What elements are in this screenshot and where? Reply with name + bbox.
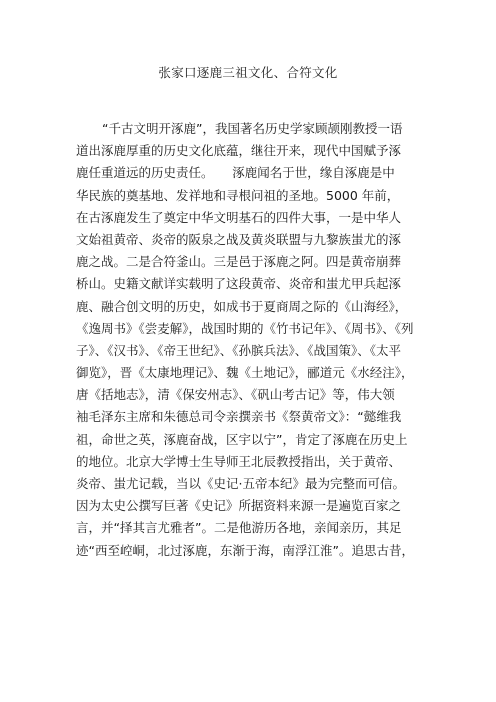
body-line: 华民族的奠基地、发祥地和寻根问祖的圣地。5000 年前， bbox=[76, 187, 400, 203]
body-line: 桥山。史籍文献详实载明了这段黄帝、炎帝和蚩尤甲兵起涿 bbox=[76, 276, 402, 292]
body-line: 道出涿鹿厚重的历史文化底蕴，继往开来，现代中国赋予涿 bbox=[76, 143, 402, 159]
body-line: 文始祖黄帝、炎帝的阪泉之战及黄炎联盟与九黎族蚩尤的涿 bbox=[76, 231, 402, 247]
body-line: 鹿、融合创文明的历史，如成书于夏商周之际的《山海经》， bbox=[76, 298, 408, 314]
body-line: 在古涿鹿发生了奠定中华文明基石的四件大事，一是中华人 bbox=[76, 209, 402, 225]
body-line: 的地位。北京大学博士生导师王北辰教授指出，关于黄帝、 bbox=[76, 453, 402, 469]
document-body bbox=[76, 118, 422, 562]
body-line: 子》、《汉书》、《帝王世纪》、《孙膑兵法》、《战国策》、《太平 bbox=[76, 342, 402, 358]
body-line: 言，并“择其言尤雅者”。二是他游历各地，亲闻亲历，其足 bbox=[76, 520, 402, 536]
body-line: 炎帝、蚩尤记载，当以《史记·五帝本纪》最为完整而可信。 bbox=[76, 476, 405, 491]
body-line: 御览》，晋《太康地理记》、魏《土地记》，郦道元《水经注》， bbox=[76, 365, 414, 381]
body-line: 唐《括地志》，清《保安州志》、《矾山考古记》等，伟大领 bbox=[76, 387, 395, 403]
body-line: 鹿任重道远的历史责任。 涿鹿闻名于世，缘自涿鹿是中 bbox=[76, 165, 395, 181]
document-title: 张家口逐鹿三祖文化、合符文化 bbox=[158, 65, 338, 80]
body-line: 《逸周书》《尝麦解》，战国时期的《竹书记年》、《周书》、《列 bbox=[76, 320, 414, 336]
body-line: 因为太史公撰写巨著《史记》所据资料来源一是遍览百家之 bbox=[76, 498, 402, 514]
body-line: 迹“西至崆峒，北过涿鹿，东渐于海，南浮江淮”。追思古昔， bbox=[76, 542, 414, 558]
body-line: “千古文明开涿鹿”，我国著名历史学家顾颉刚教授一语 bbox=[102, 121, 403, 136]
body-line: 袖毛泽东主席和朱德总司令亲撰亲书《祭黄帝文》：“懿维我 bbox=[76, 409, 402, 425]
body-line: 鹿之战。二是合符釜山。三是邑于涿鹿之阿。四是黄帝崩葬 bbox=[76, 254, 402, 270]
body-line: 祖，命世之英，涿鹿奋战，区宇以宁”，肯定了涿鹿在历史上 bbox=[76, 431, 408, 447]
